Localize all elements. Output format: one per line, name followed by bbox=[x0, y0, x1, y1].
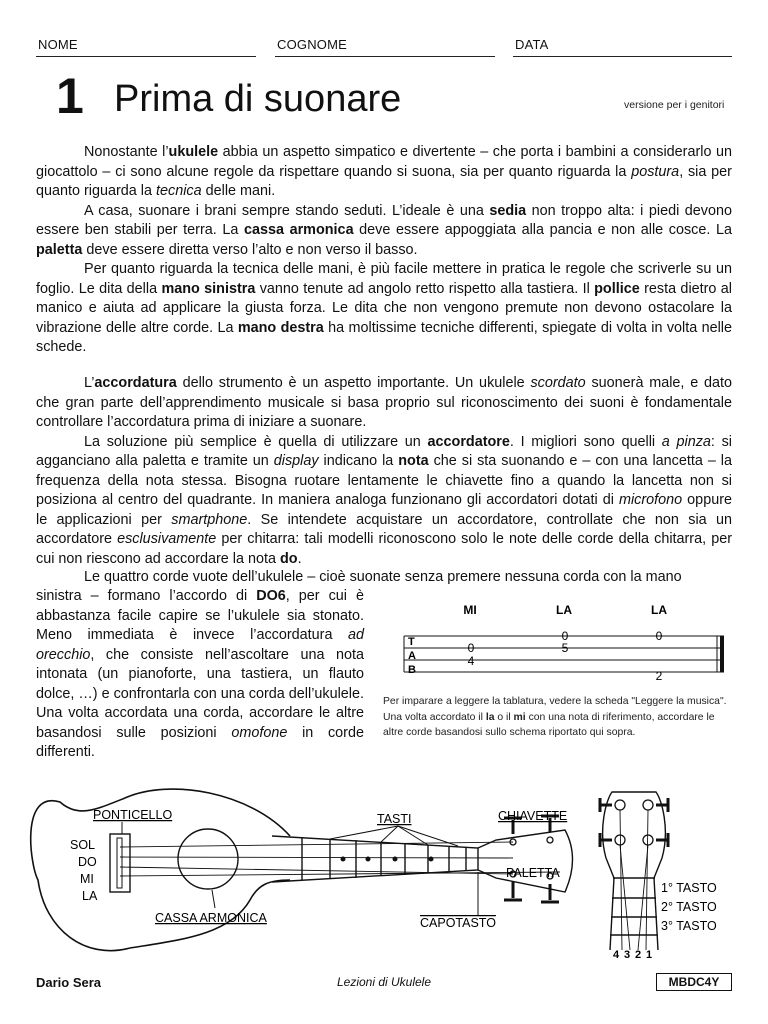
label-paletta: PALETTA bbox=[506, 866, 560, 880]
paragraph-tuning: L’accordatura dello strumento è un aspetto importante. Un ukulele scordato suonerà male, e dato che gran parte dell’apprendimento musicale si basa proprio sul riconoscimento dei suoni è fondamentale controllare l’accordatura prima di iniziare a suonare. bbox=[36, 375, 732, 430]
version-note: versione per i genitori bbox=[624, 99, 725, 111]
tab-number: 0 bbox=[561, 629, 569, 643]
section-tuning bbox=[36, 374, 732, 569]
headstock-front-frets bbox=[610, 878, 658, 935]
date-field[interactable] bbox=[513, 36, 732, 57]
name-label: NOME bbox=[38, 37, 78, 52]
tab-header-la-1: LA bbox=[556, 603, 572, 617]
date-label: DATA bbox=[515, 37, 549, 52]
tab-number: 0 bbox=[467, 641, 475, 655]
tab-number: 0 bbox=[655, 629, 663, 643]
tab-letter-a: A bbox=[408, 650, 416, 662]
tab-end-bar bbox=[720, 636, 724, 672]
tab-header-mi: MI bbox=[463, 603, 477, 617]
section-posture bbox=[36, 143, 732, 358]
label-chiavette: CHIAVETTE bbox=[498, 809, 568, 823]
bridge bbox=[110, 834, 130, 892]
tab-header-la-2: LA bbox=[651, 603, 667, 617]
footer-series: Lezioni di Ukulele bbox=[336, 975, 432, 989]
tab-number: 2 bbox=[655, 669, 663, 683]
tab-caption: Per imparare a leggere la tablatura, vedere la scheda "Leggere la musica". Una volta accordato il la o il mi con una nota di riferimento, accordare le altre corde basandosi sullo schema riportato qui sopra. bbox=[383, 696, 727, 738]
label-fret-2: 2° TASTO bbox=[661, 900, 717, 914]
name-field[interactable] bbox=[36, 36, 256, 57]
headstock-front-strings bbox=[620, 810, 648, 950]
footer-code: MBDC4Y bbox=[656, 973, 732, 991]
tab-letter-b: B bbox=[408, 664, 416, 676]
ukulele-diagram bbox=[0, 770, 768, 970]
saddle bbox=[117, 838, 122, 888]
label-tasti: TASTI bbox=[377, 812, 412, 826]
tab-letter-t: T bbox=[408, 636, 415, 648]
tab-number: 4 bbox=[467, 654, 475, 668]
paragraph-tuner: La soluzione più semplice è quella di utilizzare un accordatore. I migliori sono quelli a pinza: si agganciano alla paletta e tramite un display indicano la nota che si sta suonando e – con una lancetta – la frequenza della nota stessa. Bisogna ruotare lentamente le chiavette fino a quando la lancetta non si posiziona al centro del quadrante. In maniera analoga funzionano gli accordatori dotati di microfono oppure le applicazioni per smartphone. Se intendete acquistare un accordatore, controllate che non sia un accordatore esclusivamente per chitarra: tali modelli riconoscono solo le note delle corde della chitarra, per cui non riescono ad accordare la nota do. bbox=[36, 433, 732, 567]
headstock-front bbox=[603, 792, 666, 950]
surname-label: COGNOME bbox=[277, 37, 348, 52]
paragraph-seat: A casa, suonare i brani sempre stando seduti. L’ideale è una sedia non troppo alta: i piedi devono essere ben stabili per terra. La cassa armonica deve essere appoggiata alla pancia e non alle cosce. La paletta deve essere diretta verso l’alto e non verso il basso. bbox=[36, 202, 732, 258]
label-string-number: 2 bbox=[635, 949, 642, 961]
label-string-la: LA bbox=[82, 889, 98, 903]
paragraph-chord-column: sinistra – formano l’accordo di DO6, per cui è abbastanza facile capire se l’ukulele sia stonato. Meno immediata è invece l’accordatura ad orecchio, che consiste nell’ascoltare una nota intonata (un pianoforte, una tastiera, un flauto dolce, …) e confrontarla con una corda dell’ukulele. Una volta accordata una corda, accordare le altre basandosi sulle posizioni omofone in corde differenti. bbox=[36, 588, 364, 760]
footer-author: Dario Sera bbox=[36, 975, 102, 990]
surname-field[interactable] bbox=[275, 36, 495, 57]
label-fret-1: 1° TASTO bbox=[661, 881, 717, 895]
paragraph-hands: Per quanto riguarda la tecnica delle mani, è più facile mettere in pratica le regole che scriverle su un foglio. Le dita della mano sinistra vanno tenute ad angolo retto rispetto alla tastiera. Il pollice resta dietro al manico e aiuta ad applicare la giusta forza. Le dita che non vengono premute non devono ostacolare la vibrazione delle altre corde. La mano destra ha moltissime tecniche differenti, spiegate di volta in volta nelle schede. bbox=[36, 261, 732, 355]
label-string-number: 1 bbox=[646, 949, 653, 961]
label-ponticello: PONTICELLO bbox=[93, 808, 173, 822]
label-string-mi: MI bbox=[80, 872, 94, 886]
label-fret-3: 3° TASTO bbox=[661, 919, 717, 933]
sound-hole bbox=[178, 829, 238, 889]
paragraph-ukulele: Nonostante l’ukulele abbia un aspetto simpatico e divertente – che porta i bambini a considerarlo un giocattolo – ci sono alcune regole da rispettare quando si suona, sia per quanto riguarda la postura, sia per quanto riguarda la tecnica delle mani. bbox=[36, 144, 732, 199]
paragraph-open-strings: Le quattro corde vuote dell’ukulele – cioè suonate senza premere nessuna corda con la mano bbox=[84, 569, 682, 585]
headstock bbox=[478, 830, 573, 892]
label-capotasto: CAPOTASTO bbox=[420, 916, 496, 930]
lesson-number: 1 bbox=[56, 68, 84, 124]
label-cassa-armonica: CASSA ARMONICA bbox=[155, 911, 267, 925]
label-string-sol: SOL bbox=[70, 838, 96, 852]
strings bbox=[120, 842, 560, 876]
headstock-front-keys bbox=[600, 805, 668, 840]
tablature bbox=[390, 598, 735, 688]
page-title: Prima di suonare bbox=[114, 78, 402, 120]
label-string-number: 4 bbox=[613, 949, 620, 961]
label-string-number: 3 bbox=[624, 949, 631, 961]
label-string-do: DO bbox=[78, 855, 97, 869]
tab-number: 5 bbox=[561, 641, 569, 655]
